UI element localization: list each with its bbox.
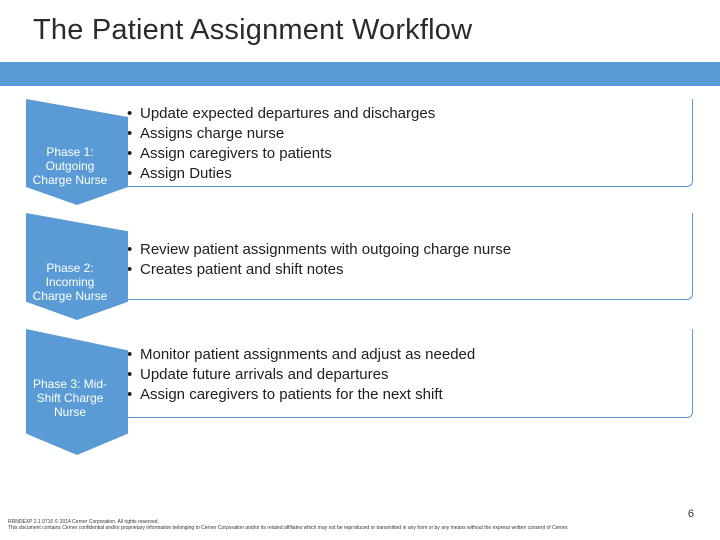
page-number: 6 — [687, 508, 694, 520]
footer-confidentiality: This document contains Cerner confidential and/or proprietary information belonging to Cerner Corporation and/or its related affiliates which may not be reproduced or transmitted in any form or by any means without the express written consent of Cerner. — [8, 525, 569, 531]
phase-2-label: Phase 2: Incoming Charge Nurse — [32, 261, 108, 303]
phase-1-card — [118, 99, 693, 187]
phase-1-bullet-list — [127, 104, 435, 184]
phase-2-card — [118, 213, 693, 300]
phase-1-label: Phase 1: Outgoing Charge Nurse — [32, 145, 108, 187]
phase-1-bullet: • Assigns charge nurse — [127, 124, 435, 144]
title-accent-bar — [0, 62, 720, 86]
phase-3-bullet: • Assign caregivers to patients for the next shift — [127, 385, 475, 405]
phase-3-bullet: • Update future arrivals and departures — [127, 365, 475, 385]
phase-1-bullet: • Update expected departures and discharges — [127, 104, 435, 124]
phase-3-label: Phase 3: Mid-Shift Charge Nurse — [32, 377, 108, 419]
footer-copyright: RRNDEXP 2.1.0716 © 2014 Cerner Corporation. All rights reserved. — [8, 519, 159, 525]
phase-1-bullet: • Assign caregivers to patients — [127, 144, 435, 164]
phase-3-card — [118, 329, 693, 418]
phase-3-bullet: • Monitor patient assignments and adjust as needed — [127, 345, 475, 365]
phase-2-bullet: • Review patient assignments with outgoing charge nurse — [127, 240, 511, 260]
slide-title: The Patient Assignment Workflow — [33, 14, 473, 46]
phase-1-bullet: • Assign Duties — [127, 164, 435, 184]
phase-3-bullet-list — [127, 345, 475, 405]
phase-2-bullet-list — [127, 240, 511, 280]
footer-legal — [8, 519, 698, 531]
phase-2-bullet: • Creates patient and shift notes — [127, 260, 511, 280]
